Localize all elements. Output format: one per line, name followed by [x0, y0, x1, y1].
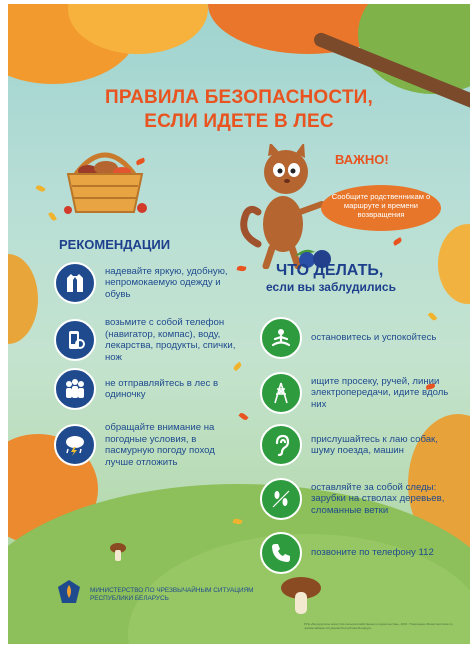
footprints-icon — [260, 478, 302, 520]
ministry-emblem-icon — [56, 579, 82, 605]
lost-item — [260, 317, 450, 359]
recommendation-item — [54, 422, 236, 468]
title-line-2: ЕСЛИ ИДЕТЕ В ЛЕС — [144, 111, 334, 132]
phone-handset-icon — [260, 532, 302, 574]
page-title — [8, 86, 470, 134]
lost-item — [260, 532, 450, 574]
storm-cloud-icon — [54, 424, 96, 466]
lost-item — [260, 372, 450, 414]
important-speech-bubble: Сообщите родственникам о маршруте и времени возвращения — [321, 185, 441, 231]
lost-text: позвоните по телефону 112 — [311, 547, 434, 559]
mushroom-illustration — [278, 576, 323, 616]
lost-item — [260, 424, 450, 466]
ministry-line-1: МИНИСТЕРСТВО ПО ЧРЕЗВЫЧАЙНЫМ СИТУАЦИЯМ — [90, 587, 254, 594]
group-icon — [54, 368, 96, 410]
power-line-icon — [260, 372, 302, 414]
title-line-1: ПРАВИЛА БЕЗОПАСНОСТИ, — [105, 87, 373, 108]
important-label: ВАЖНО! — [335, 152, 389, 167]
leaf-decoration — [35, 184, 45, 193]
phone-icon — [54, 319, 96, 361]
leaf-decoration — [392, 237, 402, 246]
lost-text: остановитесь и успокойтесь — [311, 332, 437, 344]
recommendation-item — [54, 262, 234, 304]
poster — [8, 4, 470, 644]
ministry-line-2: РЕСПУБЛИКИ БЕЛАРУСЬ — [90, 595, 169, 602]
lost-heading-line-2: если вы заблудились — [266, 280, 396, 294]
lost-text: ищите просеку, ручей, линии электропередачи, идите вдоль них — [311, 375, 449, 410]
ministry-name — [90, 587, 254, 603]
fine-print: РУЕ «Белорусское агентство сельскохозяйственного издательства», 2016. Утверждено Министерством по чрезвычайным ситуациям Республики Беларусь — [304, 622, 453, 630]
ear-icon — [260, 424, 302, 466]
lost-text: прислушайтесь к лаю собак, шуму поезда, машин — [311, 433, 438, 456]
recommendation-item — [54, 368, 234, 410]
lost-item — [260, 478, 450, 520]
lost-heading-line-1: ЧТО ДЕЛАТЬ, — [276, 262, 384, 279]
recommendations-heading: РЕКОМЕНДАЦИИ — [59, 237, 171, 252]
leaf-decoration — [238, 412, 248, 422]
tree-foliage-right-mid — [438, 224, 470, 304]
recommendation-item — [54, 317, 236, 363]
tree-foliage-left-mid — [8, 254, 38, 344]
lost-text: оставляйте за собой следы: зарубки на стволах деревьев, сломанные ветки — [311, 481, 445, 516]
recommendation-text: возьмите с собой телефон (навигатор, компас), воду, лекарства, продукты, спички, нож — [105, 317, 236, 363]
mushroom-basket-illustration — [58, 144, 153, 219]
jacket-icon — [54, 262, 96, 304]
recommendation-text: не отправляйтесь в лес в одиночку — [105, 377, 219, 400]
small-mushroom-illustration — [108, 542, 128, 562]
meditate-icon — [260, 317, 302, 359]
leaf-decoration — [48, 211, 57, 221]
recommendation-text: надевайте яркую, удобную, непромокаемую одежду и обувь — [105, 265, 228, 300]
recommendation-text: обращайте внимание на погодные условия, в пасмурную погоду поход лучше отложить — [105, 422, 215, 468]
